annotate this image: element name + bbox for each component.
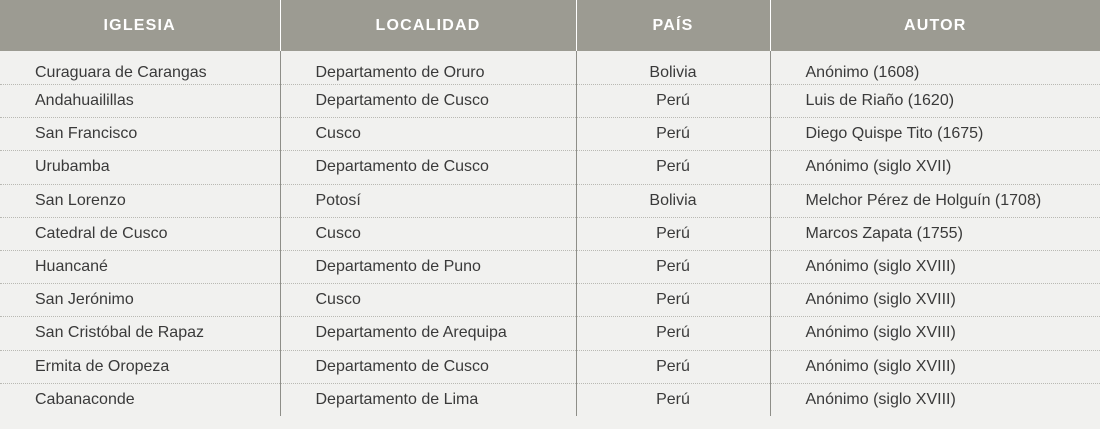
table-row [0,250,1100,283]
cell-pais: Perú [576,151,770,184]
table-row [0,51,1100,85]
cell-localidad: Cusco [280,118,576,151]
header-localidad: LOCALIDAD [280,0,576,51]
table-row [0,184,1100,217]
table-row [0,284,1100,317]
cell-autor: Anónimo (siglo XVII) [770,151,1100,184]
cell-autor: Diego Quispe Tito (1675) [770,118,1100,151]
cell-iglesia: San Jerónimo [0,284,280,317]
table-row [0,151,1100,184]
cell-autor: Anónimo (siglo XVIII) [770,350,1100,383]
cell-iglesia: San Cristóbal de Rapaz [0,317,280,350]
cell-pais: Perú [576,118,770,151]
table-row [0,383,1100,416]
header-pais: PAÍS [576,0,770,51]
table-body [0,51,1100,416]
cell-iglesia: Andahuailillas [0,85,280,118]
cell-pais: Bolivia [576,51,770,85]
cell-iglesia: Ermita de Oropeza [0,350,280,383]
table-header [0,0,1100,51]
cell-iglesia: San Francisco [0,118,280,151]
cell-localidad: Departamento de Arequipa [280,317,576,350]
table-row [0,350,1100,383]
cell-localidad: Departamento de Cusco [280,151,576,184]
cell-localidad: Departamento de Oruro [280,51,576,85]
cell-pais: Perú [576,317,770,350]
cell-iglesia: Huancané [0,250,280,283]
cell-pais: Perú [576,284,770,317]
cell-autor: Anónimo (siglo XVIII) [770,284,1100,317]
cell-localidad: Departamento de Lima [280,383,576,416]
table-row [0,217,1100,250]
cell-autor: Melchor Pérez de Holguín (1708) [770,184,1100,217]
cell-iglesia: Curaguara de Carangas [0,51,280,85]
header-row [0,0,1100,51]
cell-autor: Anónimo (siglo XVIII) [805,391,956,409]
cell-localidad: Departamento de Cusco [280,85,576,118]
table-row [0,118,1100,151]
table-row [0,85,1100,118]
cell-autor: Marcos Zapata (1755) [770,217,1100,250]
table-row [0,317,1100,350]
header-autor: AUTOR [770,0,1100,51]
header-iglesia: IGLESIA [0,0,280,51]
cell-autor: Anónimo (siglo XVIII) [770,317,1100,350]
cell-iglesia: Catedral de Cusco [0,217,280,250]
cell-pais: Perú [576,250,770,283]
cell-localidad: Cusco [280,284,576,317]
cell-localidad: Potosí [280,184,576,217]
cell-pais: Perú [576,350,770,383]
cell-autor: Anónimo (1608) [770,51,1100,85]
cell-localidad: Departamento de Puno [280,250,576,283]
cell-pais: Perú [576,85,770,118]
cell-autor: Luis de Riaño (1620) [770,85,1100,118]
cell-localidad: Departamento de Cusco [280,350,576,383]
cell-iglesia: San Lorenzo [0,184,280,217]
cell-pais: Bolivia [576,184,770,217]
cell-localidad: Cusco [280,217,576,250]
cell-pais: Perú [576,217,770,250]
cell-iglesia: Urubamba [0,151,280,184]
cell-iglesia: Cabanaconde [0,383,280,416]
cell-autor: Anónimo (siglo XVIII) [770,250,1100,283]
cell-pais: Perú [576,383,770,416]
